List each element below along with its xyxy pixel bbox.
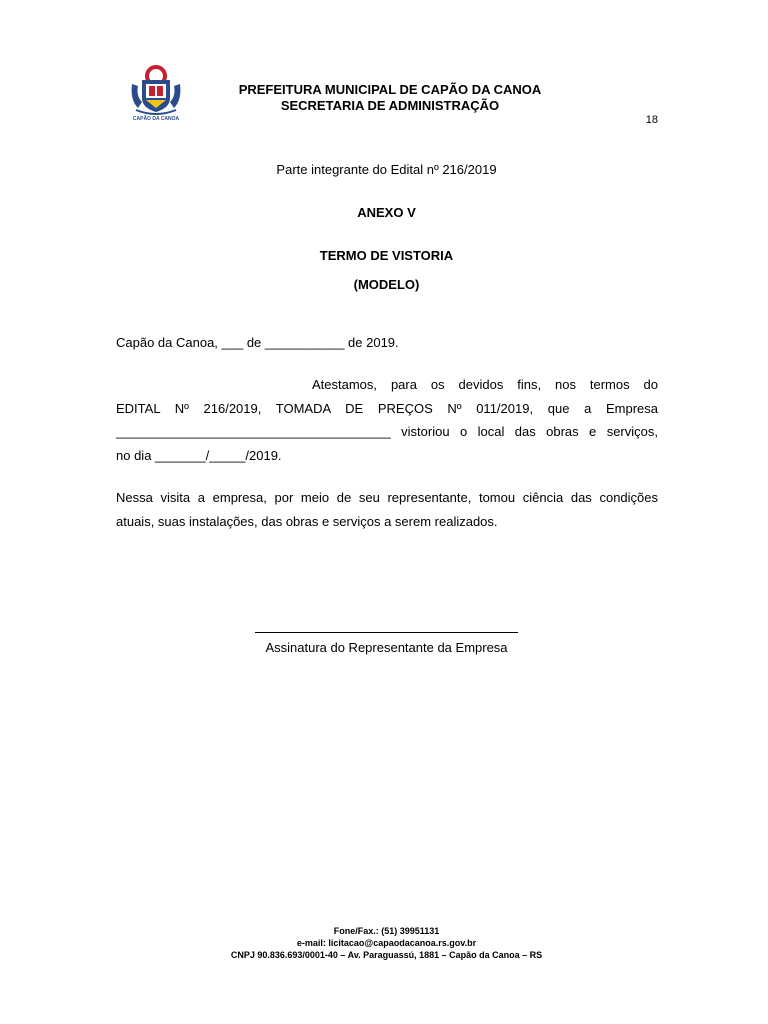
footer-address: CNPJ 90.836.693/0001-40 – Av. Paraguassú, 1881 – Capão da Canoa – RS xyxy=(230,950,543,960)
paragraph-1 xyxy=(116,373,658,467)
paragraph-2-line-2: atuais, suas instalações, das obras e serviços a serem realizados. xyxy=(116,513,498,529)
document-subtitle: (MODELO) xyxy=(353,277,420,292)
paragraph-1-line-3: ______________________________________ vistoriou o local das obras e serviços, xyxy=(116,424,658,439)
footer-email: e-mail: licitacao@capaodacanoa.rs.gov.br xyxy=(296,938,477,948)
header-title: PREFEITURA MUNICIPAL DE CAPÃO DA CANOA xyxy=(238,82,542,97)
paragraph-1-line-1: Atestamos, para os devidos fins, nos termos do xyxy=(312,377,658,392)
paragraph-2 xyxy=(116,486,658,533)
paragraph-1-line-2: EDITAL Nº 216/2019, TOMADA DE PREÇOS Nº 011/2019, que a Empresa xyxy=(116,400,658,416)
paragraph-1-line-4: no dia _______/_____/2019. xyxy=(116,447,282,463)
signature-line xyxy=(255,632,518,633)
signature-label: Assinatura do Representante da Empresa xyxy=(265,640,508,655)
intro-text: Parte integrante do Edital nº 216/2019 xyxy=(276,162,497,177)
date-line: Capão da Canoa, ___ de ___________ de 2019. xyxy=(116,335,399,350)
footer-phone: Fone/Fax.: (51) 39951131 xyxy=(333,926,440,936)
logo-caption: CAPÃO DA CANOA xyxy=(132,116,180,122)
paragraph-2-line-1: Nessa visita a empresa, por meio de seu representante, tomou ciência das condições xyxy=(116,490,658,505)
annex-heading: ANEXO V xyxy=(357,205,416,220)
document-title: TERMO DE VISTORIA xyxy=(319,248,454,263)
page-number: 18 xyxy=(645,114,658,126)
header-subtitle: SECRETARIA DE ADMINISTRAÇÃO xyxy=(280,98,500,113)
